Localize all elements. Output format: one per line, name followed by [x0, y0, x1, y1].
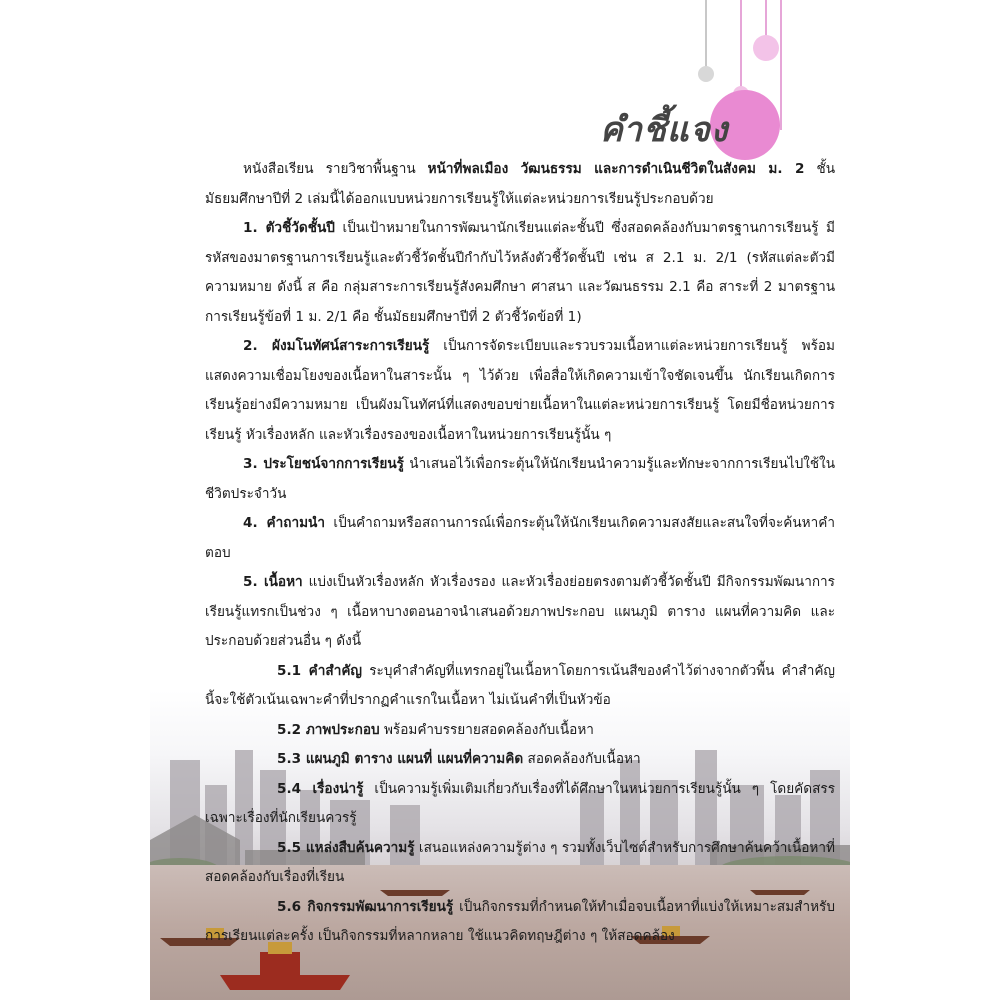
item-1	[205, 214, 835, 332]
item-text: เป็นการจัดระเบียบและรวบรวมเนื้อหาแต่ละหน่วยการเรียนรู้ พร้อมแสดงความเชื่อมโยงของเนื้อหาในสาระนั้น ๆ ไว้ด้วย เพื่อสื่อให้เกิดความเข้าใจชัดเจนขึ้น นักเรียนเกิดการเรียนรู้อย่างมีความหมาย เป็นผังมโนทัศน์ที่แสดงขอบข่ายเนื้อหาในแต่ละหน่วยการเรียนรู้ โดยมีชื่อหน่วยการเรียนรู้ หัวเรื่องหลัก และหัวเรื่องรองของเนื้อหาในหน่วยการเรียนรู้นั้น ๆ	[205, 338, 835, 443]
subitem-text: ระบุคำสำคัญที่แทรกอยู่ในเนื้อหาโดยการเน้นสีของคำไว้ต่างจากตัวพื้น คำสำคัญนี้จะใช้ตัวเน้นเฉพาะคำที่ปรากฏคำแรกในเนื้อหา ไม่เน้นคำที่เป็นหัวข้อ	[205, 662, 836, 708]
pink-line	[780, 0, 782, 130]
item-5	[205, 568, 835, 657]
item-text: เป็นคำถามหรือสถานการณ์เพื่อกระตุ้นให้นักเรียนเกิดความสงสัยและสนใจที่จะค้นหาคำตอบ	[205, 515, 835, 561]
item-title: 3. ประโยชน์จากการเรียนรู้	[243, 456, 404, 472]
item-title: 1. ตัวชี้วัดชั้นปี	[243, 220, 335, 236]
subitem-title: 5.6 กิจกรรมพัฒนาการเรียนรู้	[277, 898, 454, 915]
subitem-5-5	[205, 834, 835, 893]
item-text: นำเสนอไว้เพื่อกระตุ้นให้นักเรียนนำความรู้และทักษะจากการเรียนไปใช้ในชีวิตประจำวัน	[205, 456, 835, 502]
intro-text: หนังสือเรียน รายวิชาพื้นฐาน	[243, 161, 428, 177]
subitem-text: เป็นกิจกรรมที่กำหนดให้ทำเมื่อจบเนื้อหาที่แบ่งให้เหมาะสมสำหรับการเรียนแต่ละครั้ง เป็นกิจกรรมที่หลากหลาย ใช้แนวคิดทฤษฎีต่าง ๆ ให้สอดคล้อง	[205, 898, 835, 944]
subitem-title: 5.3 แผนภูมิ ตาราง แผนที่ แผนที่ความคิด	[277, 751, 524, 767]
pink-line	[740, 0, 742, 95]
item-title: 5. เนื้อหา	[243, 574, 303, 590]
subitem-5-1	[205, 657, 835, 716]
subitem-5-6	[205, 893, 835, 952]
intro-paragraph	[205, 155, 835, 214]
decorative-circle	[698, 66, 714, 82]
subitem-5-4	[205, 775, 835, 834]
subitem-5-2	[205, 716, 835, 746]
document-page	[150, 0, 850, 1000]
item-text: แบ่งเป็นหัวเรื่องหลัก หัวเรื่องรอง และหัวเรื่องย่อยตรงตามตัวชี้วัดชั้นปี มีกิจกรรมพัฒนาการเรียนรู้แทรกเป็นช่วง ๆ เนื้อหาบางตอนอาจนำเสนอด้วยภาพประกอบ แผนภูมิ ตาราง แผนที่ความคิด และประกอบด้วยส่วนอื่น ๆ ดังนี้	[205, 574, 835, 649]
item-2	[205, 332, 835, 450]
subitem-text: เสนอแหล่งความรู้ต่าง ๆ รวมทั้งเว็บไซต์สำหรับการศึกษาค้นคว้าเนื้อหาที่สอดคล้องกับเรื่องที่เรียน	[205, 839, 835, 885]
item-title: 4. คำถามนำ	[243, 515, 325, 531]
gray-line	[705, 0, 707, 75]
item-4	[205, 509, 835, 568]
subitem-text: เป็นความรู้เพิ่มเติมเกี่ยวกับเรื่องที่ได้ศึกษาในหน่วยการเรียนรู้นั้น ๆ โดยคัดสรรเฉพาะเรื่องที่นักเรียนควรรู้	[205, 780, 835, 826]
subitem-5-3	[205, 745, 835, 775]
page-heading: คำชี้แจง	[600, 110, 729, 150]
body-text	[205, 155, 835, 952]
subitem-text: สอดคล้องกับเนื้อหา	[523, 751, 641, 767]
subitem-title: 5.5 แหล่งสืบค้นความรู้	[277, 839, 415, 856]
decorative-circle	[753, 35, 779, 61]
intro-bold: หน้าที่พลเมือง วัฒนธรรม และการดำเนินชีวิตในสังคม ม. 2	[427, 161, 805, 177]
subitem-title: 5.4 เรื่องน่ารู้	[277, 780, 364, 797]
heading-block	[590, 100, 730, 160]
item-title: 2. ผังมโนทัศน์สาระการเรียนรู้	[243, 338, 430, 354]
item-3	[205, 450, 835, 509]
subitem-title: 5.1 คำสำคัญ	[277, 662, 363, 679]
intro-text-end: ชั้นมัธยมศึกษาปีที่ 2 เล่มนี้ได้ออกแบบหน่วยการเรียนรู้ให้แต่ละหน่วยการเรียนรู้ประกอบด้วย	[205, 161, 835, 207]
item-text: เป็นเป้าหมายในการพัฒนานักเรียนแต่ละชั้นปี ซึ่งสอดคล้องกับมาตรฐานการเรียนรู้ มีรหัสของมาตรฐานการเรียนรู้และตัวชี้วัดชั้นปีกำกับไว้หลังตัวชี้วัดชั้นปี เช่น ส 2.1 ม. 2/1 (รหัสแต่ละตัวมีความหมาย ดังนี้ ส คือ กลุ่มสาระการเรียนรู้สังคมศึกษา ศาสนา และวัฒนธรรม 2.1 คือ สาระที่ 2 มาตรฐานการเรียนรู้ข้อที่ 1 ม. 2/1 คือ ชั้นมัธยมศึกษาปีที่ 2 ตัวชี้วัดข้อที่ 1)	[205, 220, 835, 325]
subitem-title: 5.2 ภาพประกอบ	[277, 721, 380, 738]
subitem-text: พร้อมคำบรรยายสอดคล้องกับเนื้อหา	[379, 721, 594, 738]
